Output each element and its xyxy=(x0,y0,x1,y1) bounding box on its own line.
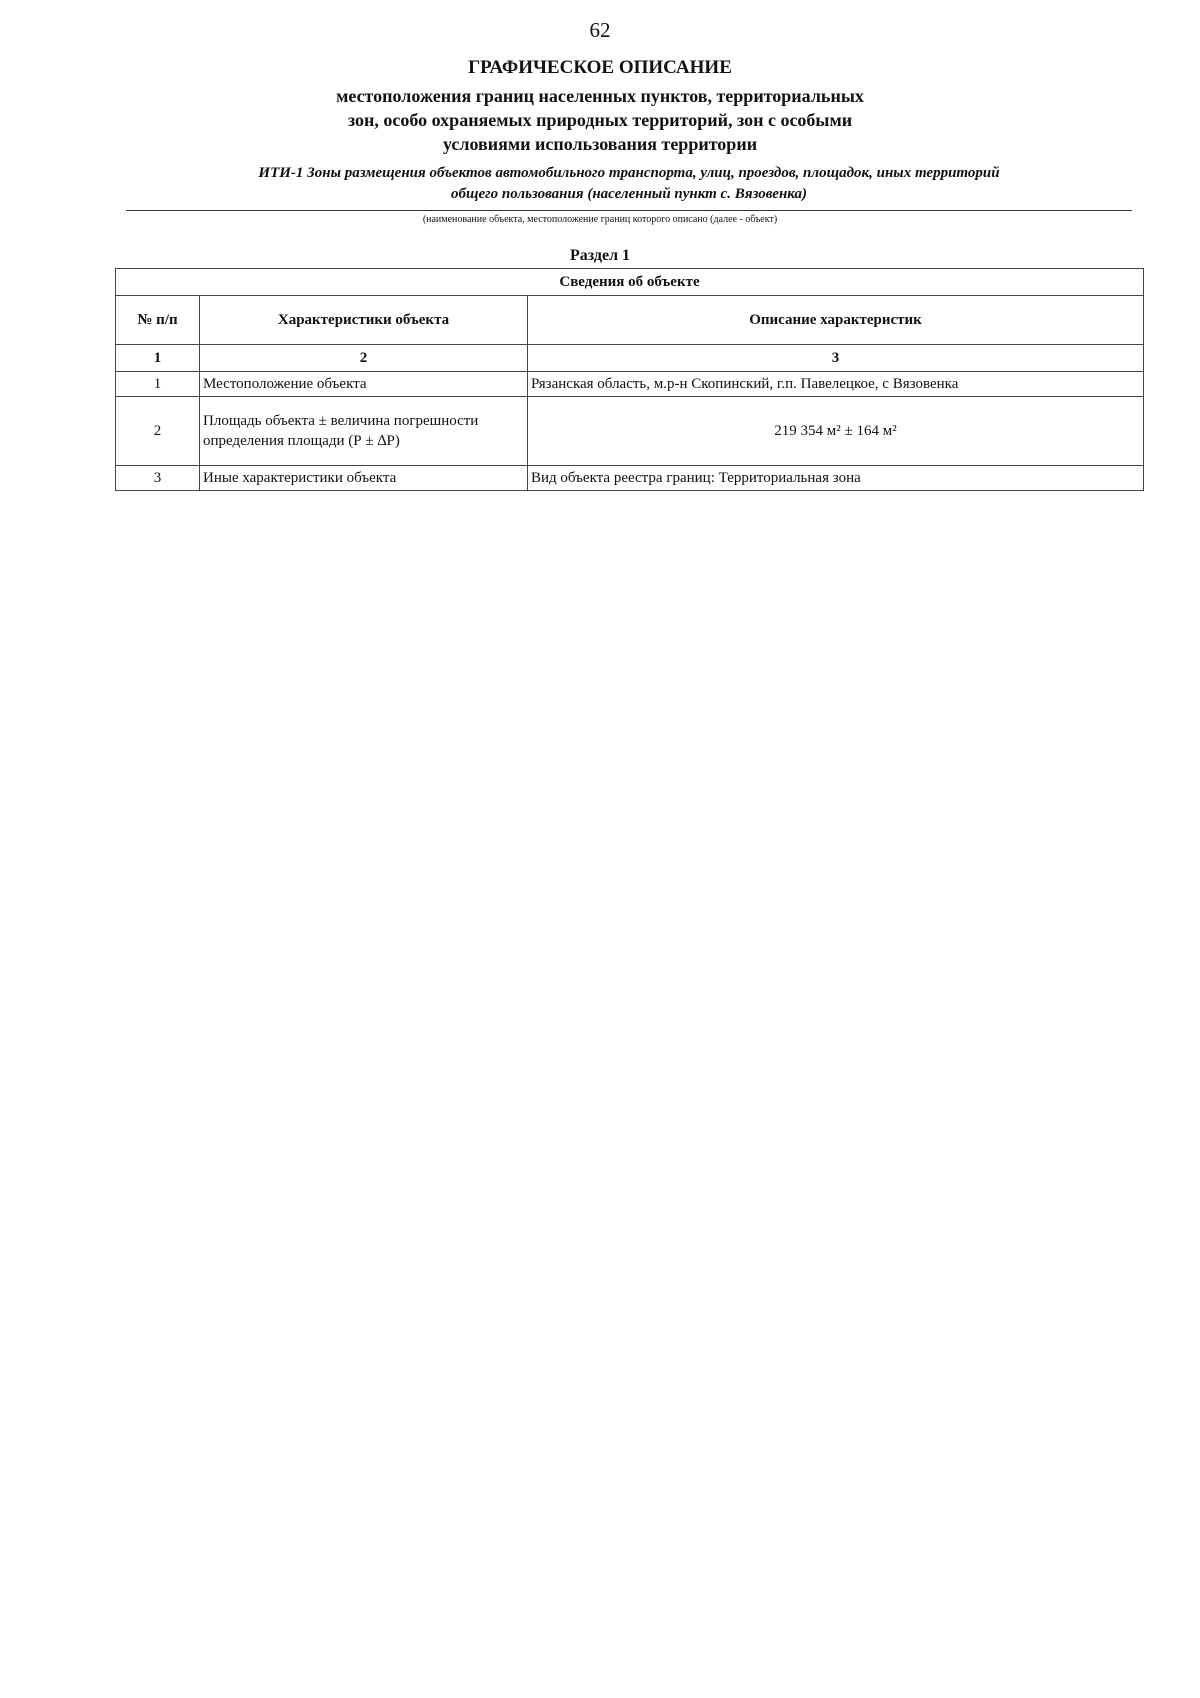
table-header-row xyxy=(116,269,1144,296)
column-header-number: № п/п xyxy=(116,296,200,345)
row-description: Вид объекта реестра границ: Территориальная зона xyxy=(528,466,1144,491)
table-row xyxy=(116,397,1144,466)
object-name-line: ИТИ-1 Зоны размещения объектов автомобильного транспорта, улиц, проездов, площадок, иных территорий xyxy=(258,165,1000,181)
table-header: Сведения об объекте xyxy=(116,269,1144,296)
column-header-description: Описание характеристик xyxy=(528,296,1144,345)
object-name xyxy=(126,163,1132,205)
column-number: 3 xyxy=(528,345,1144,372)
row-description: Рязанская область, м.р-н Скопинский, г.п. Павелецкое, с Вязовенка xyxy=(528,372,1144,397)
subtitle-line: условиями использования территории xyxy=(442,134,758,154)
table-row xyxy=(116,466,1144,491)
column-header-row xyxy=(116,296,1144,345)
object-name-underline xyxy=(126,210,1132,211)
object-name-line: общего пользования (населенный пункт с. Вязовенка) xyxy=(450,186,808,202)
row-description: 219 354 м² ± 164 м² xyxy=(528,397,1144,466)
row-characteristic: Местоположение объекта xyxy=(200,372,528,397)
row-number: 2 xyxy=(116,397,200,466)
subtitle-line: зон, особо охраняемых природных территорий, зон с особыми xyxy=(347,110,853,130)
table-row xyxy=(116,372,1144,397)
row-characteristic: Площадь объекта ± величина погрешности определения площади (Р ± ∆Р) xyxy=(200,397,528,466)
row-number: 3 xyxy=(116,466,200,491)
row-characteristic: Иные характеристики объекта xyxy=(200,466,528,491)
column-number: 2 xyxy=(200,345,528,372)
column-number: 1 xyxy=(116,345,200,372)
column-number-row xyxy=(116,345,1144,372)
object-name-caption: (наименование объекта, местоположение границ которого описано (далее - объект) xyxy=(422,214,778,225)
column-header-characteristic: Характеристики объекта xyxy=(200,296,528,345)
row-number: 1 xyxy=(116,372,200,397)
document-title: ГРАФИЧЕСКОЕ ОПИСАНИЕ xyxy=(468,57,732,78)
subtitle-line: местоположения границ населенных пунктов, территориальных xyxy=(336,86,864,106)
section-title: Раздел 1 xyxy=(569,247,631,264)
document-subtitle xyxy=(0,84,1200,156)
object-info-table xyxy=(115,268,1144,491)
page-number: 62 xyxy=(589,18,611,42)
